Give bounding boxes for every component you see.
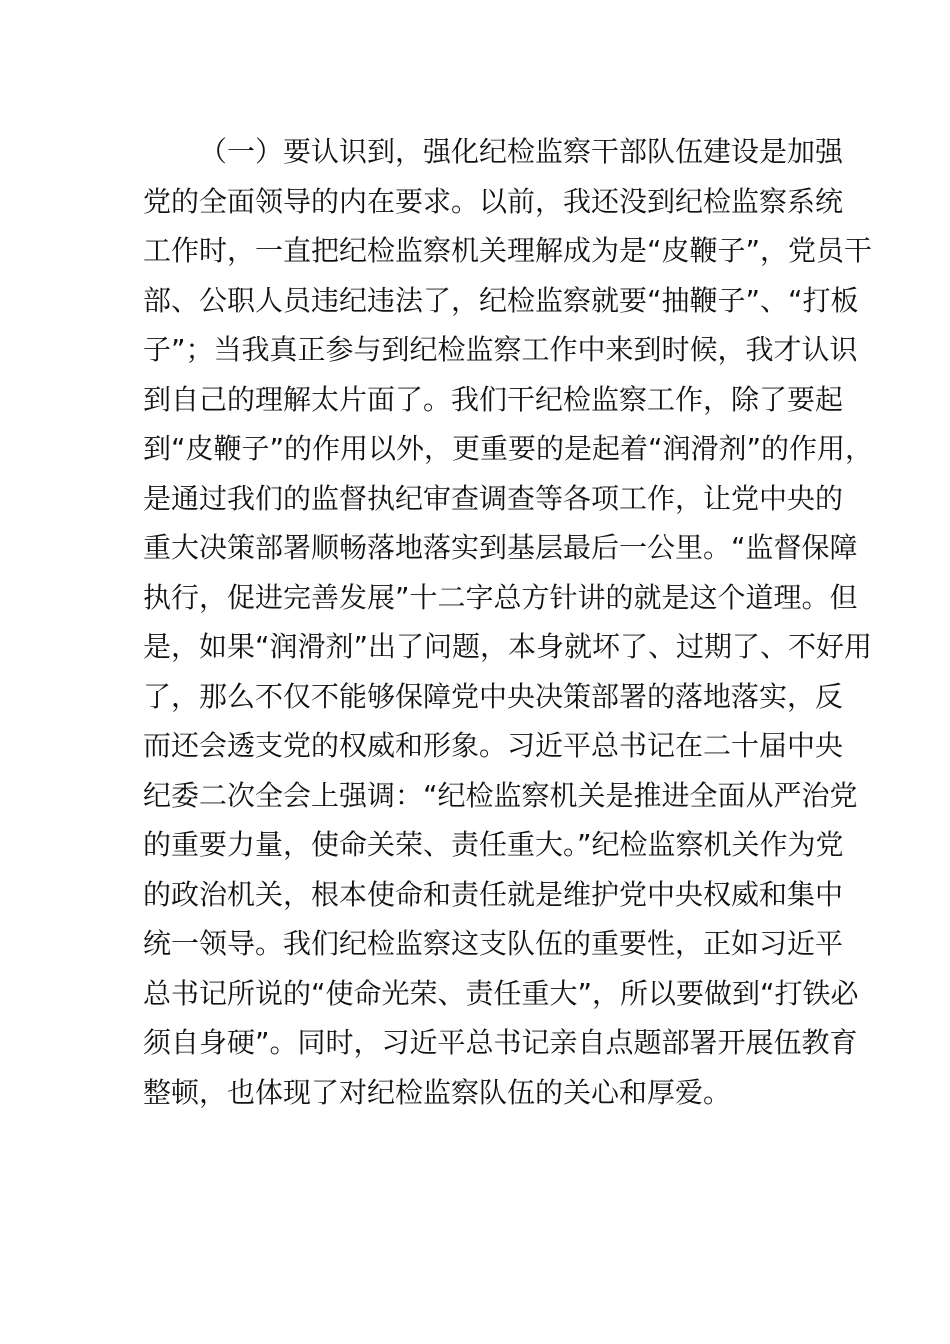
paragraph-line: 总书记所说的“使命光荣、责任重大”，所以要做到“打铁必	[143, 976, 859, 1010]
paragraph-line: 纪委二次全会上强调：“纪检监察机关是推进全面从严治党	[143, 778, 858, 812]
body-paragraph	[143, 127, 874, 1117]
paragraph-line: 而还会透支党的权威和形象。习近平总书记在二十届中央	[143, 729, 844, 762]
paragraph-line: 是，如果“润滑剂”出了问题，本身就坏了、过期了、不好用	[143, 630, 873, 663]
paragraph-line: 到“皮鞭子”的作用以外，更重要的是起着“润滑剂”的作用，	[143, 432, 874, 465]
paragraph-line: 部、公职人员违纪违法了，纪检监察就要“抽鞭子”、“打板	[143, 283, 859, 317]
paragraph-line: 执行，促进完善发展”十二字总方针讲的就是这个道理。但	[143, 580, 858, 614]
paragraph-line: 工作时，一直把纪检监察机关理解成为是“皮鞭子”，党员干	[143, 234, 873, 267]
paragraph-line: 子”；当我真正参与到纪检监察工作中来到时候，我才认识	[143, 333, 858, 366]
paragraph-line: 了，那么不仅不能够保障党中央决策部署的落地落实，反	[143, 679, 844, 713]
paragraph-line: 重大决策部署顺畅落地落实到基层最后一公里。“监督保障	[143, 531, 858, 564]
paragraph-line: 的政治机关，根本使命和责任就是维护党中央权威和集中	[143, 877, 844, 911]
paragraph-line: 统一领导。我们纪检监察这支队伍的重要性，正如习近平	[143, 927, 844, 960]
paragraph-line: 整顿，也体现了对纪检监察队伍的关心和厚爱。	[143, 1075, 732, 1109]
paragraph-line: 到自己的理解太片面了。我们干纪检监察工作，除了要起	[143, 382, 844, 416]
paragraph-line: （一）要认识到，强化纪检监察干部队伍建设是加强	[199, 135, 844, 168]
paragraph-line: 党的全面领导的内在要求。以前，我还没到纪检监察系统	[143, 184, 844, 218]
paragraph-line: 须自身硬”。同时，习近平总书记亲自点题部署开展伍教育	[143, 1026, 858, 1059]
paragraph-line: 是通过我们的监督执纪审查调查等各项工作，让党中央的	[143, 481, 844, 515]
paragraph-line: 的重要力量，使命关荣、责任重大。”纪检监察机关作为党	[143, 828, 844, 861]
